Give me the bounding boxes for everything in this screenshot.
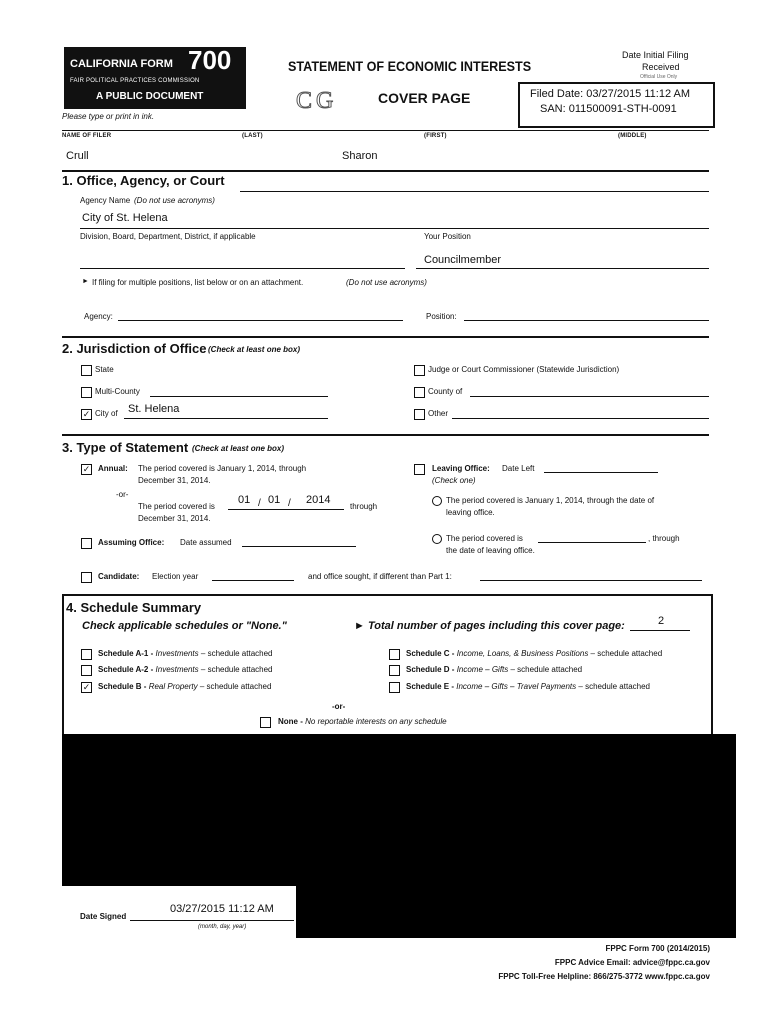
- commission-name: FAIR POLITICAL PRACTICES COMMISSION: [70, 78, 200, 84]
- footer-helpline: FPPC Toll-Free Helpline: 866/275-3772 www.fppc.ca.gov: [498, 972, 710, 981]
- period-end: December 31, 2014.: [138, 514, 211, 523]
- leaving-option-2-text-c: the date of leaving office.: [446, 546, 535, 555]
- period-sep-2: /: [288, 498, 291, 509]
- judge-checkbox[interactable]: [414, 365, 425, 376]
- date-signed-line: [130, 920, 294, 921]
- schedule-e-label: Schedule E -: [406, 682, 455, 691]
- schedule-c-desc: Income, Loans, & Business Positions: [456, 649, 589, 658]
- section-2-rule: [62, 336, 709, 338]
- schedule-d-checkbox[interactable]: [389, 665, 400, 676]
- period-sep-1: /: [258, 498, 261, 509]
- redacted-block: [62, 734, 736, 886]
- annual-checkbox[interactable]: ✓: [82, 464, 91, 474]
- leaving-option-2-line: [538, 542, 646, 543]
- candidate-text-2: and office sought, if different than Part 1:: [308, 572, 452, 581]
- city-of-label: City of: [95, 409, 118, 418]
- position-value: Councilmember: [424, 254, 502, 266]
- division-line: [80, 268, 405, 269]
- leaving-office-checkbox[interactable]: [414, 464, 425, 475]
- form-label: CALIFORNIA FORM: [70, 58, 173, 70]
- schedule-a1-checkbox[interactable]: [81, 649, 92, 660]
- county-of-line: [470, 396, 709, 397]
- schedule-e-checkbox[interactable]: [389, 682, 400, 693]
- date-left-line: [544, 472, 658, 473]
- schedule-c-row: [406, 649, 662, 658]
- other-label: Other: [428, 409, 449, 418]
- filer-top-rule: [62, 130, 709, 131]
- leaving-option-1-text-a: The period covered is January 1, 2014, through the date of: [446, 496, 655, 505]
- schedule-c-label: Schedule C -: [406, 649, 455, 658]
- stamp-line-3: Official Use Only: [640, 74, 678, 80]
- none-row: [278, 717, 447, 726]
- multi-county-checkbox[interactable]: [81, 387, 92, 398]
- stamp-line-2: Received: [642, 62, 680, 72]
- division-label: Division, Board, Department, District, if applicable: [80, 232, 256, 241]
- schedule-e-tail: – schedule attached: [578, 682, 650, 691]
- candidate-checkbox[interactable]: [81, 572, 92, 583]
- filer-first-name: Sharon: [342, 150, 378, 162]
- redacted-block-right: [296, 880, 736, 938]
- candidate-text-1: Election year: [152, 572, 199, 581]
- section-1-title-underline: [240, 191, 709, 192]
- schedule-b-desc: Real Property: [148, 682, 198, 691]
- assuming-office-checkbox[interactable]: [81, 538, 92, 549]
- schedule-a2-checkbox[interactable]: [81, 665, 92, 676]
- initials-stamp: CG: [296, 88, 338, 114]
- section-3-title: 3. Type of Statement: [62, 440, 189, 455]
- section-1-rule: [62, 170, 709, 172]
- total-pages-label: ► Total number of pages including this cover page:: [354, 620, 625, 632]
- filed-date: Filed Date: 03/27/2015 11:12 AM: [530, 88, 691, 100]
- date-signed-value: 03/27/2015 11:12 AM: [170, 903, 274, 915]
- other-line: [452, 418, 709, 419]
- candidate-label: Candidate:: [98, 572, 140, 581]
- page-title: STATEMENT OF ECONOMIC INTERESTS: [288, 58, 532, 74]
- state-label: State: [95, 365, 114, 374]
- assuming-office-label: Assuming Office:: [98, 538, 165, 547]
- county-of-checkbox[interactable]: [414, 387, 425, 398]
- election-year-line: [212, 580, 294, 581]
- agency-2-label: Agency:: [84, 312, 113, 321]
- judge-label: Judge or Court Commissioner (Statewide Jurisdiction): [428, 365, 620, 374]
- schedule-b-tail: – schedule attached: [199, 682, 272, 691]
- none-label: None -: [278, 717, 303, 726]
- or-label: -or-: [116, 490, 129, 499]
- schedule-a2-label: Schedule A-2 -: [98, 665, 154, 674]
- date-signed-label: Date Signed: [80, 912, 127, 921]
- position-2-label: Position:: [426, 312, 457, 321]
- section-3-note: (Check at least one box): [192, 444, 285, 453]
- agency-name-line: [80, 228, 709, 229]
- schedule-a1-row: [98, 649, 273, 658]
- multi-position-note: If filing for multiple positions, list below or on an attachment.: [92, 278, 304, 287]
- leaving-option-2-text-b: , through: [648, 534, 680, 543]
- first-label: (FIRST): [424, 133, 447, 139]
- date-format-note: (month, day, year): [198, 924, 247, 930]
- position-label: Your Position: [424, 232, 471, 241]
- city-of-value: St. Helena: [128, 403, 180, 415]
- schedule-d-tail: – schedule attached: [510, 665, 583, 674]
- state-checkbox[interactable]: [81, 365, 92, 376]
- schedule-e-row: [406, 682, 650, 691]
- schedule-b-checkbox[interactable]: ✓: [82, 682, 91, 692]
- multi-county-label: Multi-County: [95, 387, 140, 396]
- none-checkbox[interactable]: [260, 717, 271, 728]
- leaving-office-text: Date Left: [502, 464, 535, 473]
- total-pages-line: [630, 630, 690, 631]
- schedule-a1-tail: – schedule attached: [200, 649, 273, 658]
- period-day: 01: [268, 494, 281, 506]
- position-line: [416, 268, 709, 269]
- middle-label: (MIDDLE): [618, 133, 647, 139]
- county-of-label: County of: [428, 387, 463, 396]
- leaving-option-2-text-a: The period covered is: [446, 534, 523, 543]
- footer-form-info: FPPC Form 700 (2014/2015): [605, 944, 710, 953]
- check-one-label: (Check one): [432, 476, 476, 485]
- none-desc: No reportable interests on any schedule: [305, 717, 447, 726]
- office-sought-line: [480, 580, 702, 581]
- leaving-office-label: Leaving Office:: [432, 464, 490, 473]
- leaving-option-1-radio[interactable]: [432, 496, 442, 506]
- agency-2-line: [118, 320, 403, 321]
- agency-name-label: Agency Name: [80, 196, 131, 205]
- date-assumed-line: [242, 546, 356, 547]
- footer-advice-email: FPPC Advice Email: advice@fppc.ca.gov: [554, 958, 710, 967]
- total-pages-value: 2: [658, 615, 665, 627]
- schedule-a2-row: [98, 665, 273, 674]
- period-date-line: [228, 509, 344, 510]
- period-through: through: [350, 502, 378, 511]
- schedule-a2-desc: Investments: [155, 665, 199, 674]
- schedule-or-label: -or-: [332, 702, 346, 711]
- schedule-c-checkbox[interactable]: [389, 649, 400, 660]
- multi-position-note-italic: (Do not use acronyms): [346, 278, 427, 287]
- last-label: (LAST): [242, 133, 263, 139]
- multi-county-line: [150, 396, 328, 397]
- period-month: 01: [238, 494, 251, 506]
- section-4-title: 4. Schedule Summary: [66, 600, 202, 615]
- annual-label: Annual:: [98, 464, 128, 473]
- period-text: The period covered is: [138, 502, 215, 511]
- schedule-a1-label: Schedule A-1 -: [98, 649, 154, 658]
- name-of-filer-label: NAME OF FILER: [62, 133, 112, 139]
- section-2-title: 2. Jurisdiction of Office: [62, 341, 207, 356]
- stamp-line-1: Date Initial Filing: [622, 50, 689, 60]
- schedule-a2-tail: – schedule attached: [200, 665, 273, 674]
- schedule-b-label: Schedule B -: [98, 682, 147, 691]
- filer-last-name: Crull: [66, 150, 89, 162]
- annual-text-1: The period covered is January 1, 2014, through: [138, 464, 307, 473]
- cover-page-label: COVER PAGE: [378, 90, 471, 106]
- city-of-checkbox[interactable]: ✓: [82, 409, 91, 419]
- section-4-subtitle: Check applicable schedules or "None.": [82, 620, 287, 632]
- form-number: 700: [188, 45, 232, 75]
- section-1-title: 1. Office, Agency, or Court: [62, 173, 225, 188]
- schedule-d-label: Schedule D -: [406, 665, 455, 674]
- city-of-line: [124, 418, 328, 419]
- schedule-a1-desc: Investments: [155, 649, 199, 658]
- annual-text-2: December 31, 2014.: [138, 476, 211, 485]
- leaving-option-1-text-b: leaving office.: [446, 508, 495, 517]
- position-2-line: [464, 320, 709, 321]
- other-checkbox[interactable]: [414, 409, 425, 420]
- schedule-c-tail: – schedule attached: [590, 649, 663, 658]
- print-note: Please type or print in ink.: [62, 112, 155, 121]
- schedule-d-row: [406, 665, 582, 674]
- section-2-note: (Check at least one box): [208, 345, 301, 354]
- schedule-d-desc: Income – Gifts: [456, 665, 509, 674]
- san-number: SAN: 011500091-STH-0091: [540, 103, 677, 115]
- schedule-e-desc: Income – Gifts – Travel Payments: [456, 682, 577, 691]
- multi-position-arrow-icon: ►: [82, 278, 89, 285]
- agency-name-value: City of St. Helena: [82, 212, 168, 224]
- public-document-label: A PUBLIC DOCUMENT: [96, 91, 204, 102]
- assuming-office-text: Date assumed: [180, 538, 232, 547]
- agency-name-note: (Do not use acronyms): [134, 196, 215, 205]
- period-year: 2014: [306, 494, 331, 506]
- section-3-rule: [62, 434, 709, 436]
- schedule-b-row: [98, 682, 271, 691]
- leaving-option-2-radio[interactable]: [432, 534, 442, 544]
